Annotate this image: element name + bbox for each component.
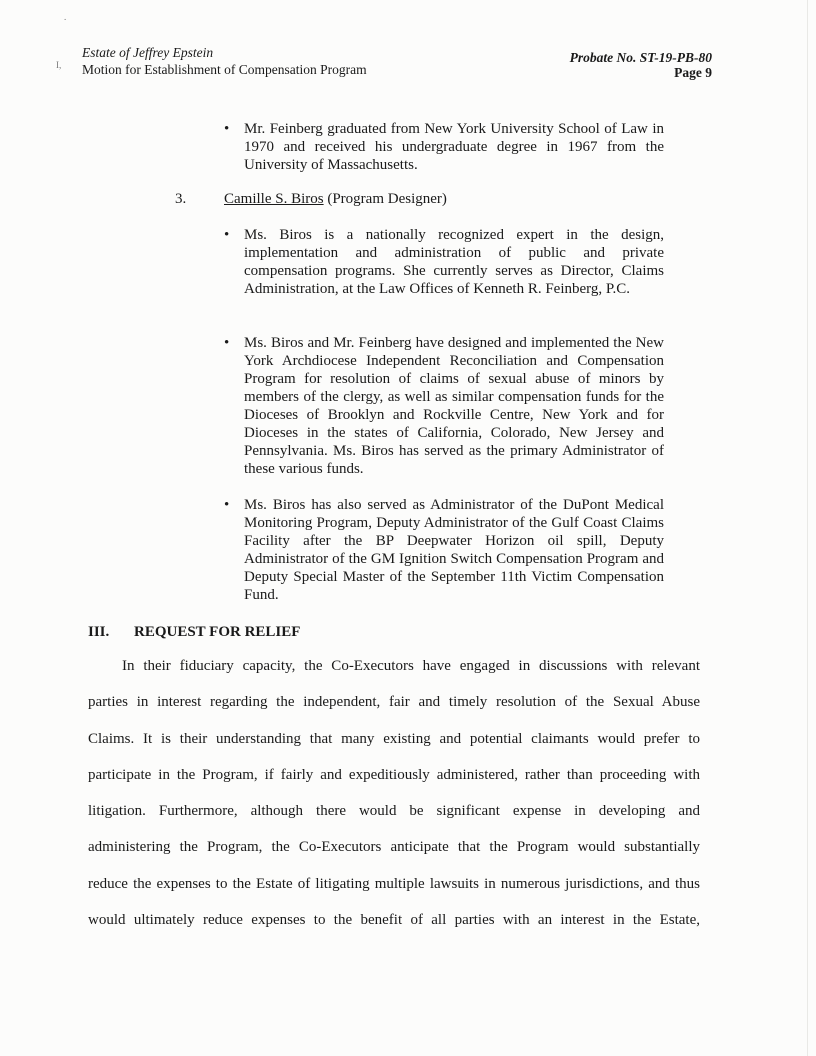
subsection-role: (Program Designer) [323, 191, 447, 207]
bullet-icon: • [224, 121, 230, 137]
body-paragraph [88, 648, 700, 938]
page-number: Page 9 [674, 65, 712, 80]
header-left [82, 44, 367, 78]
subsection-name: Camille S. Biros [224, 191, 324, 207]
scan-mark: I, [56, 60, 62, 70]
motion-title: Motion for Establishment of Compensation Program [82, 62, 367, 77]
probate-number: Probate No. ST-19-PB-80 [569, 50, 712, 65]
bullet-text: Ms. Biros is a nationally recognized expert in the design, implementation and administration of public and private compensation programs. She currently serves as Director, Claims Administration, at the Law Offices of Kenneth R. Feinberg, P.C. [244, 227, 664, 297]
paragraph-line: reduce the expenses to the Estate of litigating multiple lawsuits in numerous jurisdictions, and thus [88, 875, 700, 892]
paragraph-line: In their fiduciary capacity, the Co-Executors have engaged in discussions with relevant [122, 658, 700, 674]
bullet-item [224, 120, 664, 174]
subsection-heading [175, 190, 447, 208]
paragraph-line: litigation. Furthermore, although there would be significant expense in developing and [88, 803, 700, 820]
bullet-item [224, 334, 664, 478]
subsection-number: 3. [175, 191, 187, 207]
section-number: III. [88, 624, 110, 640]
bullet-text: Ms. Biros and Mr. Feinberg have designed and implemented the New York Archdiocese Independent Reconciliation and Compensation Program for resolution of claims of sexual abuse of minors by members of the clergy, as well as similar compensation funds for the Dioceses of Brooklyn and Rockville Centre, New York and for Dioceses in the states of California, Colorado, New Jersey and Pennsylvania. Ms. Biros has served as the primary Administrator of these various funds. [244, 335, 664, 477]
bullet-icon: • [224, 335, 230, 351]
bullet-text: Mr. Feinberg graduated from New York University School of Law in 1970 and received his undergraduate degree in 1967 from the University of Massachusetts. [244, 121, 664, 173]
section-heading [88, 624, 300, 641]
paragraph-line: would ultimately reduce expenses to the benefit of all parties with an interest in the Estate, [88, 912, 700, 929]
header-right [570, 50, 712, 80]
paragraph-line: administering the Program, the Co-Executors anticipate that the Program would substantially [88, 839, 700, 856]
bullet-icon: • [224, 497, 230, 513]
scan-mark: . [64, 12, 67, 22]
bullet-item [224, 226, 664, 298]
bullet-text: Ms. Biros has also served as Administrator of the DuPont Medical Monitoring Program, Deputy Administrator of the Gulf Coast Claims Facility after the BP Deepwater Horizon oil spill, Deputy Administrator of the GM Ignition Switch Compensation Program and Deputy Special Master of the September 11th Victim Compensation Fund. [244, 497, 664, 603]
case-name: Estate of Jeffrey Epstein [82, 45, 214, 60]
bullet-item [224, 496, 664, 604]
paragraph-line: parties in interest regarding the independent, fair and timely resolution of the Sexual Abuse [88, 694, 700, 711]
paragraph-line: participate in the Program, if fairly and expeditiously administered, rather than proceeding with [88, 766, 700, 783]
section-title: REQUEST FOR RELIEF [134, 624, 301, 640]
bullet-icon: • [224, 227, 230, 243]
paragraph-line: Claims. It is their understanding that many existing and potential claimants would prefer to [88, 730, 700, 747]
scan-edge-divider [807, 0, 808, 1056]
